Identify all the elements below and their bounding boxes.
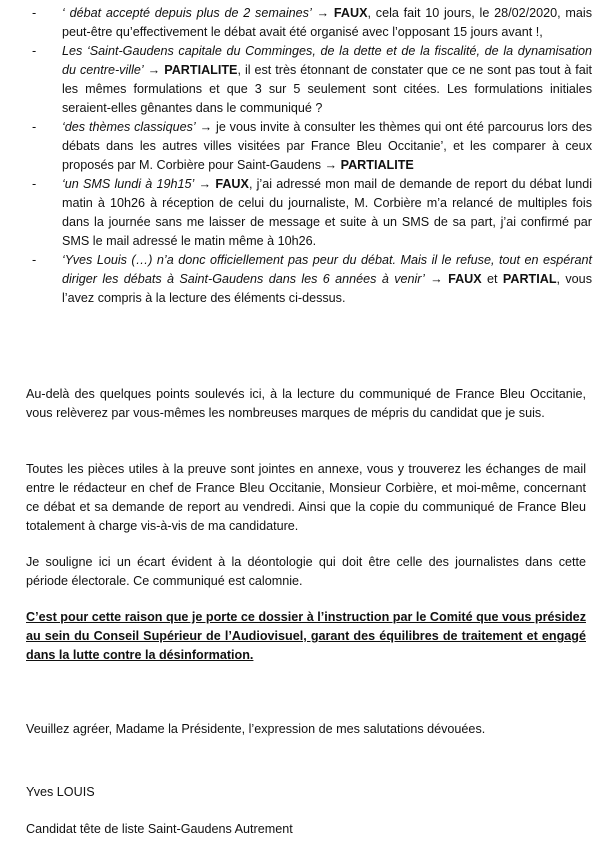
arrow-icon: → bbox=[430, 272, 443, 286]
list-item bbox=[26, 118, 592, 175]
closing-statement: C’est pour cette raison que je porte ce dossier à l’instruction par le Comité que vous présidez au sein du Conseil Supérieur de l’Audiovisuel, garant des équilibres de traitement et engagé dans la lutte contre la désinformation. bbox=[26, 610, 586, 662]
quote-text: ‘des thèmes classiques’ bbox=[62, 120, 196, 134]
item-text: et bbox=[481, 272, 503, 286]
signature-role: Candidat tête de liste Saint-Gaudens Autrement bbox=[26, 822, 293, 836]
list-item bbox=[26, 42, 592, 118]
list-item bbox=[26, 175, 592, 251]
item-text: , j’ai adressé mon mail de demande de report du débat lundi matin à 10h26 à réception de celui du journaliste, M. Corbière m’a relancé de multiples fois dans la journée sans me laisser de message et suite à un SMS de sa part, j’ai confirmé par SMS le mail adressé le matin même à 10h26. bbox=[62, 177, 593, 248]
verdict-label: PARTIALITE bbox=[164, 63, 238, 77]
list-dash: - bbox=[32, 253, 37, 267]
list-dash: - bbox=[32, 44, 37, 58]
verdict-label: FAUX bbox=[333, 6, 368, 20]
verdict-label: PARTIAL bbox=[502, 272, 557, 286]
arrow-icon: → bbox=[316, 6, 330, 20]
item-text: je vous invite à consulter les thèmes qui ont été parcourus lors des débats dans les autres villes visitées par France Bleu Occitanie’, et les comparer à ceux proposés par M. Corbière pour Saint-Gaudens bbox=[62, 120, 593, 172]
item-text: , il est très étonnant de constater que ce ne sont pas tout à fait les mêmes formulations et que 3 sur 5 seulement sont citées. Les formulations initiales seraient-elles gênantes dans le communiqué ? bbox=[62, 63, 593, 115]
arrow-icon: → bbox=[199, 120, 213, 134]
verdict-label: FAUX bbox=[215, 177, 249, 191]
item-text: , vous l’avez compris à la lecture des éléments ci-dessus. bbox=[62, 272, 592, 305]
list-item bbox=[26, 4, 592, 42]
list-item bbox=[26, 251, 592, 308]
item-text: , cela fait 10 jours, le 28/02/2020, mais peut-être qu’effectivement le débat avait été organisé avec l’opposant 15 jours avant !, bbox=[62, 6, 593, 39]
body-paragraph: Je souligne ici un écart évident à la déontologie qui doit être celle des journalistes dans cette période électorale. Ce communiqué est calomnie. bbox=[26, 555, 586, 588]
body-paragraph: Au-delà des quelques points soulevés ici, à la lecture du communiqué de France Bleu Occitanie, vous relèverez par vous-mêmes les nombreuses marques de mépris du candidat que je suis. bbox=[26, 387, 586, 420]
quote-text: ‘Yves Louis (…) n’a donc officiellement pas peur du débat. Mais il le refuse, tout en espérant diriger les débats à Saint-Gaudens dans les 6 années à venir’ bbox=[62, 253, 592, 286]
list-dash: - bbox=[32, 6, 37, 20]
body-paragraph: Toutes les pièces utiles à la preuve sont jointes en annexe, vous y trouverez les échanges de mail entre le rédacteur en chef de France Bleu Occitanie, Monsieur Corbière, et moi-même, concernant ce débat et sa demande de report au vendredi. Ainsi que la copie du communiqué de France Bleu totalement à charge vis-à-vis de ma candidature. bbox=[26, 462, 586, 533]
arrow-icon: → bbox=[147, 63, 161, 77]
list-dash: - bbox=[32, 177, 37, 191]
rebuttal-list bbox=[26, 4, 592, 308]
verdict-label: PARTIALITE bbox=[340, 158, 414, 172]
signature-name: Yves LOUIS bbox=[26, 785, 95, 799]
list-dash: - bbox=[32, 120, 37, 134]
arrow-icon: → bbox=[324, 158, 338, 172]
quote-text: ‘un SMS lundi à 19h15’ bbox=[62, 177, 195, 191]
arrow-icon: → bbox=[198, 177, 212, 191]
salutation: Veuillez agréer, Madame la Présidente, l’expression de mes salutations dévouées. bbox=[26, 722, 486, 736]
verdict-label: FAUX bbox=[448, 272, 482, 286]
quote-text: Les ‘Saint-Gaudens capitale du Comminges, de la dette et de la fiscalité, de la dynamisation du centre-ville’ bbox=[62, 44, 592, 77]
quote-text: ‘ débat accepté depuis plus de 2 semaines’ bbox=[62, 6, 312, 20]
